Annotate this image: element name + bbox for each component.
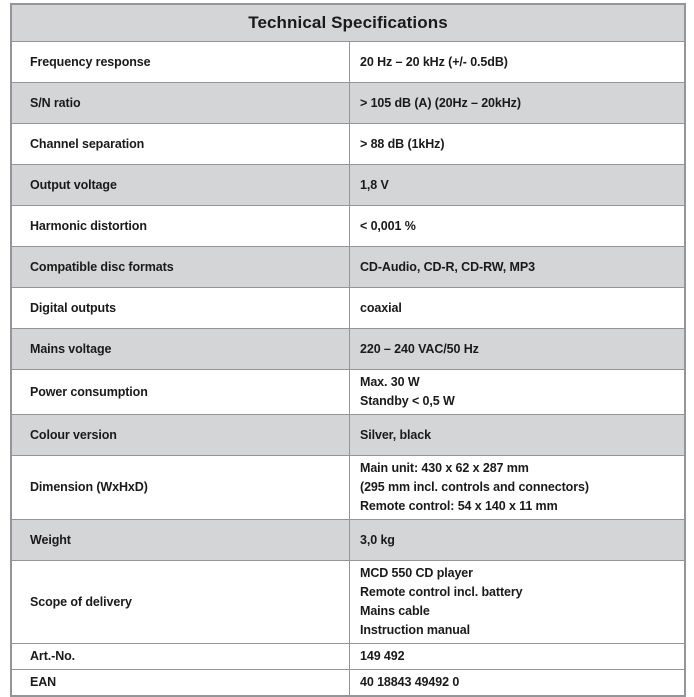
spec-label: S/N ratio — [12, 83, 350, 123]
spec-value-line: Silver, black — [360, 427, 431, 442]
spec-value — [350, 670, 684, 695]
table-row — [12, 561, 684, 644]
spec-label: Art.-No. — [12, 644, 350, 669]
spec-value — [350, 561, 684, 643]
spec-value — [350, 288, 684, 328]
spec-label: EAN — [12, 670, 350, 695]
spec-value-line: 1,8 V — [360, 177, 389, 192]
spec-value-line: > 88 dB (1kHz) — [360, 136, 445, 151]
spec-value-line: Mains cable — [360, 604, 430, 618]
table-row — [12, 415, 684, 456]
spec-value-line: Main unit: 430 x 62 x 287 mm — [360, 461, 529, 475]
spec-value — [350, 124, 684, 164]
table-row — [12, 329, 684, 370]
table-row — [12, 124, 684, 165]
spec-value-line: Max. 30 W — [360, 375, 420, 389]
spec-value-line: coaxial — [360, 300, 402, 315]
spec-value-line: < 0,001 % — [360, 218, 416, 233]
spec-value — [350, 206, 684, 246]
spec-value-line: 3,0 kg — [360, 532, 395, 547]
table-row — [12, 670, 684, 695]
spec-value-line: 40 18843 49492 0 — [360, 675, 460, 689]
spec-label: Channel separation — [12, 124, 350, 164]
spec-value-line: Instruction manual — [360, 623, 471, 637]
spec-label: Scope of delivery — [12, 561, 350, 643]
table-body — [12, 42, 684, 695]
table-row — [12, 83, 684, 124]
spec-value — [350, 247, 684, 287]
spec-label: Dimension (WxHxD) — [12, 456, 350, 519]
spec-value — [350, 370, 684, 414]
spec-label: Weight — [12, 520, 350, 560]
spec-value-line: CD-Audio, CD-R, CD-RW, MP3 — [360, 259, 535, 274]
table-row — [12, 370, 684, 415]
spec-label: Digital outputs — [12, 288, 350, 328]
spec-label: Power consumption — [12, 370, 350, 414]
spec-label: Colour version — [12, 415, 350, 455]
spec-value — [350, 456, 684, 519]
table-row — [12, 644, 684, 670]
spec-label: Harmonic distortion — [12, 206, 350, 246]
spec-value-line: MCD 550 CD player — [360, 566, 473, 580]
spec-value-line: Remote control: 54 x 140 x 11 mm — [360, 499, 558, 513]
spec-value — [350, 42, 684, 82]
table-row — [12, 456, 684, 520]
spec-label: Frequency response — [12, 42, 350, 82]
spec-value-line: Remote control incl. battery — [360, 585, 523, 599]
table-row — [12, 288, 684, 329]
spec-label: Mains voltage — [12, 329, 350, 369]
table-row — [12, 165, 684, 206]
spec-value — [350, 415, 684, 455]
spec-value-line: (295 mm incl. controls and connectors) — [360, 480, 589, 494]
table-row — [12, 206, 684, 247]
spec-value — [350, 520, 684, 560]
spec-value-line: > 105 dB (A) (20Hz – 20kHz) — [360, 95, 521, 110]
spec-value — [350, 329, 684, 369]
table-title: Technical Specifications — [12, 5, 684, 42]
spec-value — [350, 165, 684, 205]
spec-value-line: 149 492 — [360, 649, 405, 663]
spec-label: Compatible disc formats — [12, 247, 350, 287]
spec-value-line: 220 – 240 VAC/50 Hz — [360, 341, 479, 356]
table-row — [12, 42, 684, 83]
spec-value — [350, 83, 684, 123]
spec-value — [350, 644, 684, 669]
table-row — [12, 520, 684, 561]
spec-value-line: 20 Hz – 20 kHz (+/- 0.5dB) — [360, 54, 508, 69]
table-row — [12, 247, 684, 288]
spec-value-line: Standby < 0,5 W — [360, 394, 455, 408]
spec-label: Output voltage — [12, 165, 350, 205]
spec-table — [10, 3, 686, 697]
